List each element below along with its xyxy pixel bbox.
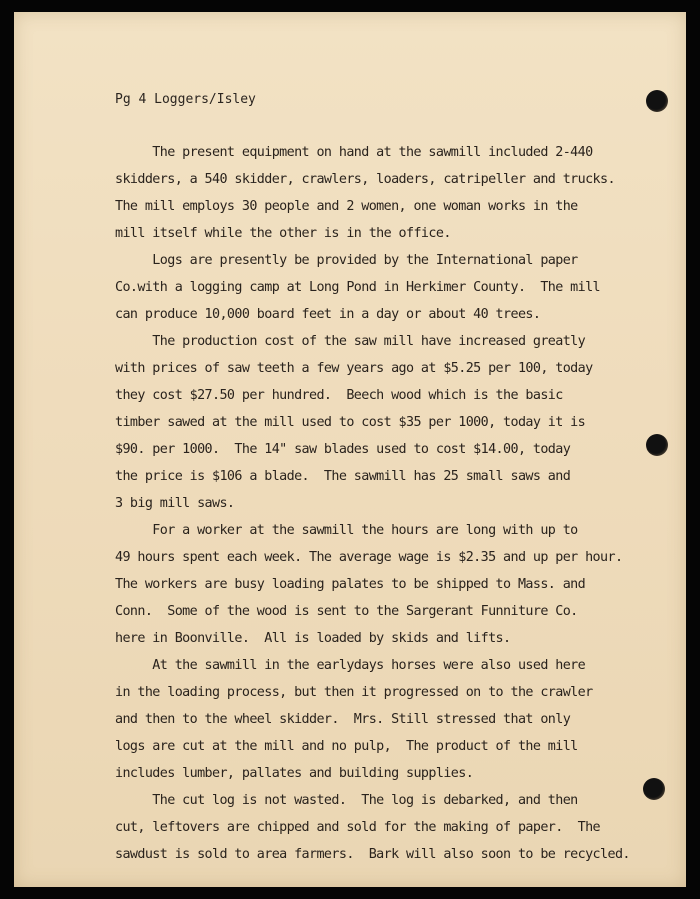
text-line: The workers are busy loading palates to be shipped to Mass. and [115,577,586,592]
text-line: The present equipment on hand at the sawmill included 2-440 [115,145,593,160]
text-line: the price is $106 a blade. The sawmill has 25 small saws and [115,469,571,484]
text-line: sawdust is sold to area farmers. Bark will also soon to be recycled. [115,847,630,862]
text-line: The cut log is not wasted. The log is debarked, and then [115,793,578,808]
text-line: skidders, a 540 skidder, crawlers, loaders, catripeller and trucks. [115,172,615,187]
text-line: they cost $27.50 per hundred. Beech wood which is the basic [115,388,563,403]
text-line: Co.with a logging camp at Long Pond in Herkimer County. The mill [115,280,601,295]
text-line: in the loading process, but then it progressed on to the crawler [115,685,593,700]
text-line: The mill employs 30 people and 2 women, one woman works in the [115,199,578,214]
punch-hole-middle [646,434,668,456]
punch-hole-bottom [643,778,665,800]
text-line: can produce 10,000 board feet in a day or about 40 trees. [115,307,541,322]
text-line: At the sawmill in the earlydays horses were also used here [115,658,586,673]
page-header: Pg 4 Loggers/Isley [115,92,256,107]
text-line: timber sawed at the mill used to cost $35 per 1000, today it is [115,415,586,430]
text-line: 3 big mill saws. [115,496,235,511]
text-line: 49 hours spent each week. The average wage is $2.35 and up per hour. [115,550,623,565]
text-line: cut, leftovers are chipped and sold for the making of paper. The [115,820,601,835]
text-line: includes lumber, pallates and building supplies. [115,766,474,781]
text-line: The production cost of the saw mill have increased greatly [115,334,586,349]
text-line: with prices of saw teeth a few years ago at $5.25 per 100, today [115,361,593,376]
text-line: and then to the wheel skidder. Mrs. Still stressed that only [115,712,571,727]
punch-hole-top [646,90,668,112]
typewritten-page [14,12,686,887]
text-line: mill itself while the other is in the office. [115,226,451,241]
text-line: Logs are presently be provided by the International paper [115,253,578,268]
text-line: $90. per 1000. The 14" saw blades used to cost $14.00, today [115,442,571,457]
text-line: logs are cut at the mill and no pulp, The product of the mill [115,739,578,754]
text-line: For a worker at the sawmill the hours are long with up to [115,523,578,538]
text-line: here in Boonville. All is loaded by skids and lifts. [115,631,511,646]
text-line: Conn. Some of the wood is sent to the Sargerant Funniture Co. [115,604,578,619]
